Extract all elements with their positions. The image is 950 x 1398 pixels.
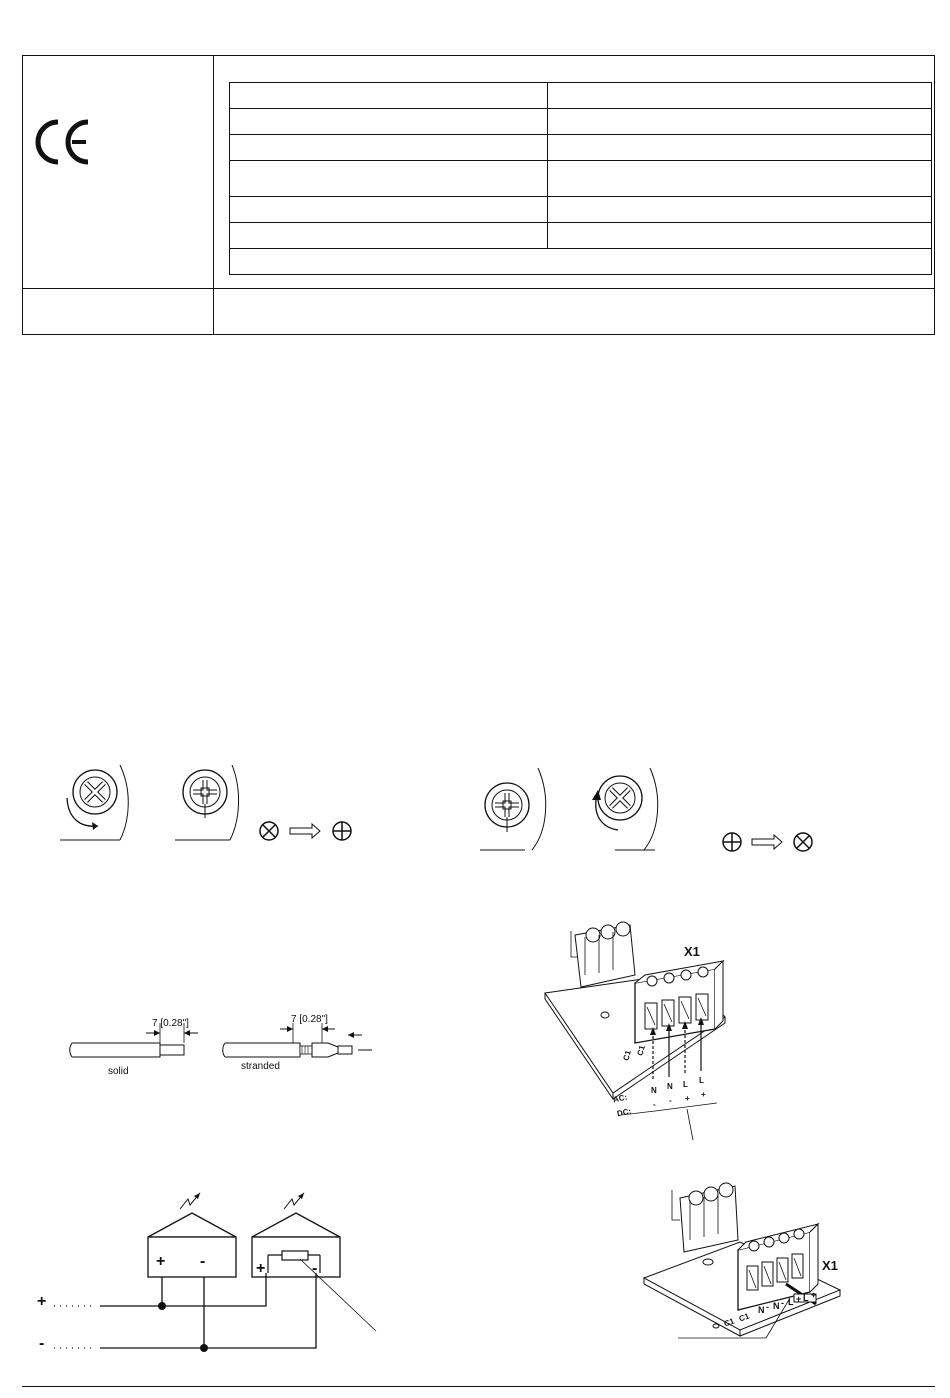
c1-label: C1 [621,1049,633,1062]
terminal-label-x1-2: X1 [822,1258,838,1273]
dc-pin-label: - [669,1096,672,1105]
footer-rule [22,1386,935,1387]
terminal-block-figure-1 [535,915,755,1140]
dimension-label-stranded: 7 [0.28"] [291,1014,328,1025]
pin-sign-2: + [811,1290,817,1300]
ac-pin-label: L [699,1076,704,1085]
bus-minus-label: - [39,1335,45,1352]
pin-label-2: L [788,1297,794,1307]
dc-label: DC: [616,1106,632,1119]
spec-row-line [229,108,932,109]
spec-row-line [229,196,932,197]
ac-pin-label: N [651,1086,657,1095]
spec-row-line [229,134,932,135]
pin-label-2: N [773,1301,780,1311]
header-divider [213,55,214,335]
ac-pin-label: N [667,1082,673,1091]
dimension-label-solid: 7 [0.28"] [152,1018,189,1029]
ce-mark [34,118,94,168]
ac-pin-label: L [683,1080,688,1089]
terminal-block-figure-2 [640,1180,850,1350]
stranded-label: stranded [241,1061,280,1072]
spec-col-divider [547,82,548,248]
rotate-figure-right [470,760,830,860]
device-b-plus: + [256,1260,266,1277]
c1-label-2: C1 [722,1316,736,1329]
pin-sign-2: + [796,1294,802,1304]
terminal-label-x1: X1 [684,944,700,959]
solid-label: solid [108,1066,129,1077]
pin-sign-2: - [781,1298,784,1308]
device-a-minus: - [200,1253,206,1270]
wiring-diagram [30,1185,390,1360]
dc-pin-label: + [685,1094,690,1103]
bus-plus-label: + [37,1293,47,1310]
spec-table [229,82,932,275]
device-a-plus: + [156,1253,166,1270]
spec-row-line [229,248,932,249]
pin-sign-2: - [766,1302,769,1312]
pin-label-2: N [758,1305,765,1315]
dc-pin-label: - [653,1100,656,1109]
header-row-divider [22,288,935,289]
c1-label: C1 [635,1044,647,1057]
rotate-figure-left [50,760,380,850]
dc-pin-label: + [701,1090,706,1099]
device-b-minus: - [312,1260,318,1277]
pin-label-2: L [803,1293,809,1303]
ac-label: AC: [612,1092,628,1105]
c1-label-2: C1 [737,1311,751,1324]
spec-row-line [229,160,932,161]
spec-row-line [229,222,932,223]
